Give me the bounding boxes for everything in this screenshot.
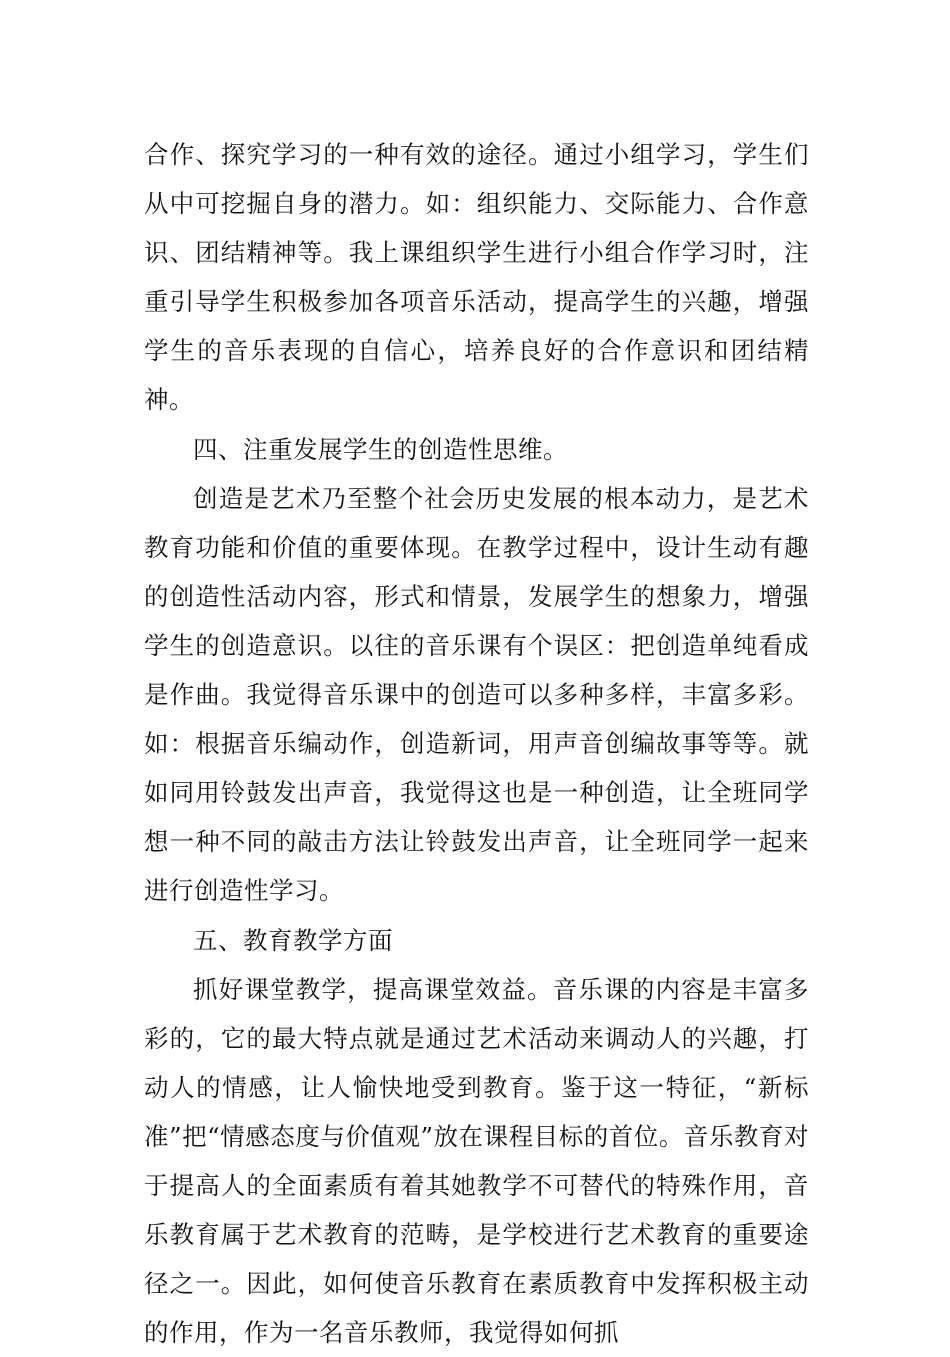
paragraph-teaching: 抓好课堂教学，提高课堂效益。音乐课的内容是丰富多彩的，它的最大特点就是通过艺术活动来调动人的兴趣，打动人的情感，让人愉快地受到教育。鉴于这一特征，“新标准”把“情感态度与价值观”放在课程目标的首位。音乐教育对于提高人的全面素质有着其她教学不可替代的特殊作用，音乐教育属于艺术教育的范畴，是学校进行艺术教育的重要途径之一。因此，如何使音乐教育在素质教育中发挥积极主动的作用，作为一名音乐教师，我觉得如何抓 <box>144 974 809 1348</box>
section-heading-five: 五、教育教学方面 <box>193 925 393 955</box>
paragraph-continuation: 合作、探究学习的一种有效的途径。通过小组学习，学生们从中可挖掘自身的潜力。如：组织能力、交际能力、合作意识、团结精神等。我上课组织学生进行小组合作学习时，注重引导学生积极参加各项音乐活动，提高学生的兴趣，增强学生的音乐表现的自信心，培养良好的合作意识和团结精神。 <box>144 140 809 415</box>
document-body <box>144 130 809 1357</box>
paragraph-creativity: 创造是艺术乃至整个社会历史发展的根本动力，是艺术教育功能和价值的重要体现。在教学过程中，设计生动有趣的创造性活动内容，形式和情景，发展学生的想象力，增强学生的创造意识。以往的音乐课有个误区：把创造单纯看成是作曲。我觉得音乐课中的创造可以多种多样，丰富多彩。如：根据音乐编动作，创造新词，用声音创编故事等等。就如同用铃鼓发出声音，我觉得这也是一种创造，让全班同学想一种不同的敲击方法让铃鼓发出声音，让全班同学一起来进行创造性学习。 <box>144 483 809 906</box>
section-heading-four: 四、注重发展学生的创造性思维。 <box>193 434 568 464</box>
